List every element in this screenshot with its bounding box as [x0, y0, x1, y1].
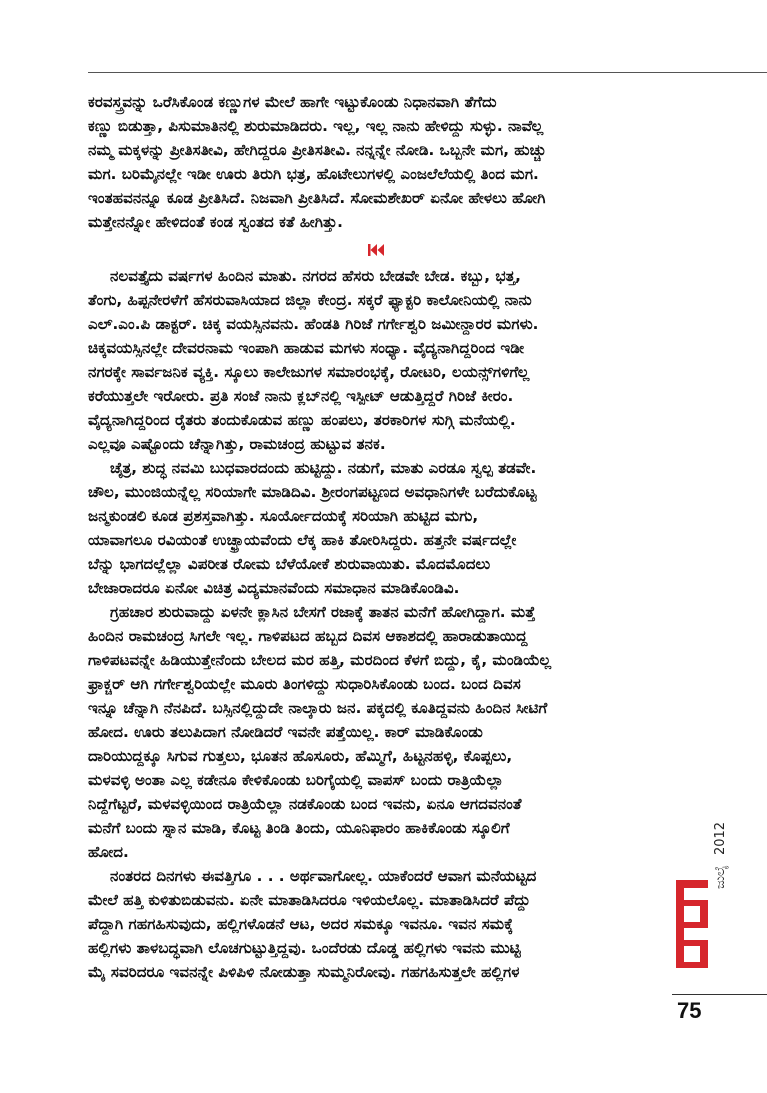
- text-line: ಮಗ. ಬರಿಮೈನಲ್ಲೇ ಇಡೀ ಊರು ತಿರುಗಿ ಭತ್ರ, ಹೊಟೇಲುಗಳಲ್ಲಿ ಎಂಜಲೆಲೆಯಲ್ಲಿ ತಿಂದ ಮಗ.: [88, 165, 539, 183]
- text-line: ಮೇಲೆ ಹತ್ತಿ ಕುಳಿತುಬಿಡುವನು. ಏನೇ ಮಾತಾಡಿಸಿದರೂ ಇಳಿಯಲೊಲ್ಲ. ಮಾತಾಡಿಸಿದರೆ ಪೆದ್ದು: [88, 891, 531, 909]
- text-line: ಗ್ರಹಚಾರ ಶುರುವಾದ್ದು ಏಳನೇ ಕ್ಲಾಸಿನ ಬೇಸಗೆ ರಜಾಕ್ಕೆ ತಾತನ ಮನೆಗೆ ಹೋಗಿದ್ದಾಗ. ಮತ್ತೆ: [110, 603, 536, 621]
- text-line: ಯಾವಾಗಲೂ ರವಿಯಂತೆ ಉಚ್ಛ್ರಾಯವೆಂದು ಲೆಕ್ಕ ಹಾಕಿ ತೋರಿಸಿದ್ದರು. ಹತ್ತನೇ ವರ್ಷದಲ್ಲೇ: [88, 531, 517, 549]
- issue-year: 2012: [713, 821, 729, 855]
- text-line: ಮನೆಗೆ ಬಂದು ಸ್ನಾನ ಮಾಡಿ, ಕೊಟ್ಟ ತಿಂಡಿ ತಿಂದು, ಯೂನಿಫಾರಂ ಹಾಕಿಕೊಂಡು ಸ್ಕೂಲಿಗೆ: [88, 819, 510, 837]
- paragraph-2: [88, 456, 663, 600]
- text-line: ಮತ್ತೇನನ್ನೋ ಹೇಳಿದಂತೆ ಕಂಡ ಸ್ವಂತದ ಕತೆ ಹೀಗಿತ್ತು.: [88, 213, 343, 231]
- text-line: ಚಿಕ್ಕವಯಸ್ಸಿನಲ್ಲೇ ದೇವರನಾಮ ಇಂಪಾಗಿ ಹಾಡುವ ಮಗಳು ಸಂಧ್ಯಾ. ವೈದ್ಯನಾಗಿದ್ದರಿಂದ ಇಡೀ: [88, 339, 525, 357]
- text-line: ಚೈತ್ರ, ಶುದ್ಧ ನವಮಿ ಬುಧವಾರದಂದು ಹುಟ್ಟಿದ್ದು. ನಡುಗೆ, ಮಾತು ಎರಡೂ ಸ್ವಲ್ಪ ತಡವೇ.: [110, 459, 537, 477]
- text-line: ತೆಂಗು, ಹಿಪ್ಪನೇರಳೆಗೆ ಹೆಸರುವಾಸಿಯಾದ ಜಿಲ್ಲಾ ಕೇಂದ್ರ. ಸಕ್ಕರೆ ಫ್ಯಾಕ್ಟರಿ ಕಾಲೋನಿಯಲ್ಲಿ ನಾನು: [88, 291, 532, 309]
- paragraph-4: [88, 864, 663, 984]
- issue-date: [708, 800, 734, 910]
- text-line: ಫ್ರಾಕ್ಚರ್ ಆಗಿ ಗರ್ಗೇಶ್ವರಿಯಲ್ಲೇ ಮೂರು ತಿಂಗಳಿದ್ದು ಸುಧಾರಿಸಿಕೊಂಡು ಬಂದ. ಬಂದ ದಿವಸ: [88, 675, 521, 693]
- page-number: 75: [677, 998, 702, 1023]
- text-line: ಹೋದ.: [88, 843, 129, 861]
- text-line: ಇನ್ನೂ ಚೆನ್ನಾಗಿ ನೆನಪಿದೆ. ಬಸ್ಸಿನಲ್ಲಿದ್ದುದೇ ನಾಲ್ಕಾರು ಜನ. ಪಕ್ಕದಲ್ಲಿ ಕೂತಿದ್ದವನು ಹಿಂದಿನ ಸೀಟಿಗೆ: [88, 699, 548, 717]
- top-rule: [88, 72, 767, 73]
- text-line: ಕಣ್ಣು ಬಿಡುತ್ತಾ, ಪಿಸುಮಾತಿನಲ್ಲಿ ಶುರುಮಾಡಿದರು. ಇಲ್ಲ, ಇಲ್ಲ ನಾನು ಹೇಳಿದ್ದು ಸುಳ್ಳು. ನಾವೆಲ್ಲ: [88, 117, 544, 135]
- text-line: ಹೋದ. ಊರು ತಲುಪಿದಾಗ ನೋಡಿದರೆ ಇವನೇ ಪತ್ತೆಯಿಲ್ಲ. ಕಾರ್ ಮಾಡಿಕೊಂಡು: [88, 723, 483, 741]
- text-line: ನಮ್ಮ ಮಕ್ಕಳನ್ನು ಪ್ರೀತಿಸತೀವಿ, ಹೇಗಿದ್ದರೂ ಪ್ರೀತಿಸತೀವಿ. ನನ್ನನ್ನೇ ನೋಡಿ. ಒಬ್ಬನೇ ಮಗ, ಹುಚ್ಚು: [88, 141, 547, 159]
- text-line: ದಾರಿಯುದ್ದಕ್ಕೂ ಸಿಗುವ ಗುತ್ತಲು, ಭೂತನ ಹೊಸೂರು, ಹೆಮ್ಮಿಗೆ, ಹಿಟ್ಟನಹಳ್ಳಿ, ಕೊಪ್ಪಲು,: [88, 747, 513, 765]
- magazine-masthead: [672, 800, 732, 975]
- rewind-icon: [367, 242, 385, 258]
- text-line: ಹಿಂದಿನ ರಾಮಚಂದ್ರ ಸಿಗಲೇ ಇಲ್ಲ. ಗಾಳಿಪಟದ ಹಬ್ಬದ ದಿವಸ ಆಕಾಶದಲ್ಲಿ ಹಾರಾಡುತಾಯಿದ್ದ: [88, 627, 528, 645]
- article-body: [88, 90, 663, 984]
- text-line: ವೈದ್ಯನಾಗಿದ್ದರಿಂದ ರೈತರು ತಂದುಕೊಡುವ ಹಣ್ಣು ಹಂಪಲು, ತರಕಾರಿಗಳ ಸುಗ್ಗಿ ಮನೆಯಲ್ಲಿ.: [88, 411, 516, 429]
- text-line: ಬೇಜಾರಾದರೂ ಏನೋ ವಿಚಿತ್ರ ವಿದ್ಯಮಾನವೆಂದು ಸಮಾಧಾನ ಮಾಡಿಕೊಂಡಿವಿ.: [88, 579, 460, 597]
- text-line: ನಗರಕ್ಕೇ ಸಾರ್ವಜನಿಕ ವ್ಯಕ್ತಿ. ಸ್ಕೂಲು ಕಾಲೇಜುಗಳ ಸಮಾರಂಭಕ್ಕೆ, ರೋಟರಿ, ಲಯನ್ಸ್‌ಗಳಿಗೆಲ್ಲ: [88, 363, 530, 381]
- footer-rule: [672, 994, 767, 995]
- text-line: ಪೆದ್ದಾಗಿ ಗಹಗಹಿಸುವುದು, ಹಲ್ಲಿಗಳೊಡನೆ ಆಟ, ಅದರ ಸಮಕ್ಕೂ ಇವನೂ. ಇವನ ಸಮಕ್ಕೆ: [88, 915, 514, 933]
- text-line: ನಂತರದ ದಿನಗಳು ಈವತ್ತಿಗೂ . . . ಅರ್ಥವಾಗೋಲ್ಲ. ಯಾಕೆಂದರೆ ಆವಾಗ ಮನೆಯಟ್ಟದ: [110, 867, 537, 885]
- text-line: ಮಳವಳ್ಳಿ ಅಂತಾ ಎಲ್ಲ ಕಡೇನೂ ಕೇಳಿಕೊಂಡು ಬರಿಗೈಯಲ್ಲಿ ವಾಪಸ್ ಬಂದು ರಾತ್ರಿಯೆಲ್ಲಾ: [88, 771, 504, 789]
- text-line: ಜನ್ಮಕುಂಡಲಿ ಕೂಡ ಪ್ರಶಸ್ತವಾಗಿತ್ತು. ಸೂರ್ಯೋದಯಕ್ಕೆ ಸರಿಯಾಗಿ ಹುಟ್ಟಿದ ಮಗು,: [88, 507, 479, 525]
- text-line: ನಿದ್ದೆಗೆಟ್ಟರೆ, ಮಳವಳ್ಳಿಯಿಂದ ರಾತ್ರಿಯೆಲ್ಲಾ ನಡಕೊಂಡು ಬಂದ ಇವನು, ಏನೂ ಆಗದವನಂತೆ: [88, 795, 522, 813]
- paragraph-3: [88, 600, 663, 864]
- text-line: ಚೌಲ, ಮುಂಜಿಯನ್ನೆಲ್ಲ ಸರಿಯಾಗೇ ಮಾಡಿದಿವಿ. ಶ್ರೀರಂಗಪಟ್ಟಣದ ಅವಧಾನಿಗಳೇ ಬರೆದುಕೊಟ್ಟ: [88, 483, 537, 501]
- intro-paragraph: [88, 90, 663, 234]
- issue-month: ಜುಲೈ: [713, 864, 729, 889]
- paragraph-1: [88, 264, 663, 456]
- text-line: ಇಂತಹವನನ್ನೂ ಕೂಡ ಪ್ರೀತಿಸಿದೆ. ನಿಜವಾಗಿ ಪ್ರೀತಿಸಿದೆ. ಸೋಮಶೇಖರ್ ಏನೋ ಹೇಳಲು ಹೋಗಿ: [88, 189, 546, 207]
- text-line: ಕರವಸ್ತ್ರವನ್ನು ಒರೆಸಿಕೊಂಡ ಕಣ್ಣುಗಳ ಮೇಲೆ ಹಾಗೇ ಇಟ್ಟುಕೊಂಡು ನಿಧಾನವಾಗಿ ತೆಗೆದು: [88, 93, 497, 111]
- text-line: ಗಾಳಿಪಟವನ್ನೇ ಹಿಡಿಯುತ್ತೇನೆಂದು ಬೇಲದ ಮರ ಹತ್ತಿ, ಮರದಿಂದ ಕೆಳಗೆ ಬಿದ್ದು, ಕೈ, ಮಂಡಿಯೆಲ್ಲ: [88, 651, 552, 669]
- text-line: ಹಲ್ಲಿಗಳು ತಾಳಬದ್ಧವಾಗಿ ಲೊಚಗುಟ್ಟುತ್ತಿದ್ದವು. ಒಂದೆರಡು ದೊಡ್ಡ ಹಲ್ಲಿಗಳು ಇವನು ಮುಟ್ಟಿ: [88, 939, 521, 957]
- text-line: ಬೆನ್ನು ಭಾಗದಲ್ಲೆಲ್ಲಾ ವಿಪರೀತ ರೋಮ ಬೆಳೆಯೋಕೆ ಶುರುವಾಯಿತು. ಮೊದಮೊದಲು: [88, 555, 491, 573]
- text-line: ಎಲ್.ಎಂ.ಪಿ ಡಾಕ್ಟರ್. ಚಿಕ್ಕ ವಯಸ್ಸಿನವನು. ಹೆಂಡತಿ ಗಿರಿಜೆ ಗರ್ಗೇಶ್ವರಿ ಜಮೀನ್ದಾರರ ಮಗಳು.: [88, 315, 539, 333]
- text-line: ನಲವತ್ತೈದು ವರ್ಷಗಳ ಹಿಂದಿನ ಮಾತು. ನಗರದ ಹೆಸರು ಬೇಡವೇ ಬೇಡ. ಕಬ್ಬು, ಭತ್ತ,: [110, 267, 521, 285]
- text-line: ಮೈ ಸವರಿದರೂ ಇವನನ್ನೇ ಪಿಳಿಪಿಳಿ ನೋಡುತ್ತಾ ಸುಮ್ಮನಿರೋವು. ಗಹಗಹಿಸುತ್ತಲೇ ಹಲ್ಲಿಗಳ: [88, 963, 520, 981]
- text-line: ಕರೆಯುತ್ತಲೇ ಇರೋರು. ಪ್ರತಿ ಸಂಜೆ ನಾನು ಕ್ಲಬ್‌ನಲ್ಲಿ ಇಸ್ಪೀಟ್ ಆಡುತ್ತಿದ್ದರೆ ಗಿರಿಜೆ ಕೀರಂ.: [88, 387, 514, 405]
- text-line: ಎಲ್ಲವೂ ಎಷ್ಟೊಂದು ಚೆನ್ನಾಗಿತ್ತು, ರಾಮಚಂದ್ರ ಹುಟ್ಟುವ ತನಕ.: [88, 435, 386, 453]
